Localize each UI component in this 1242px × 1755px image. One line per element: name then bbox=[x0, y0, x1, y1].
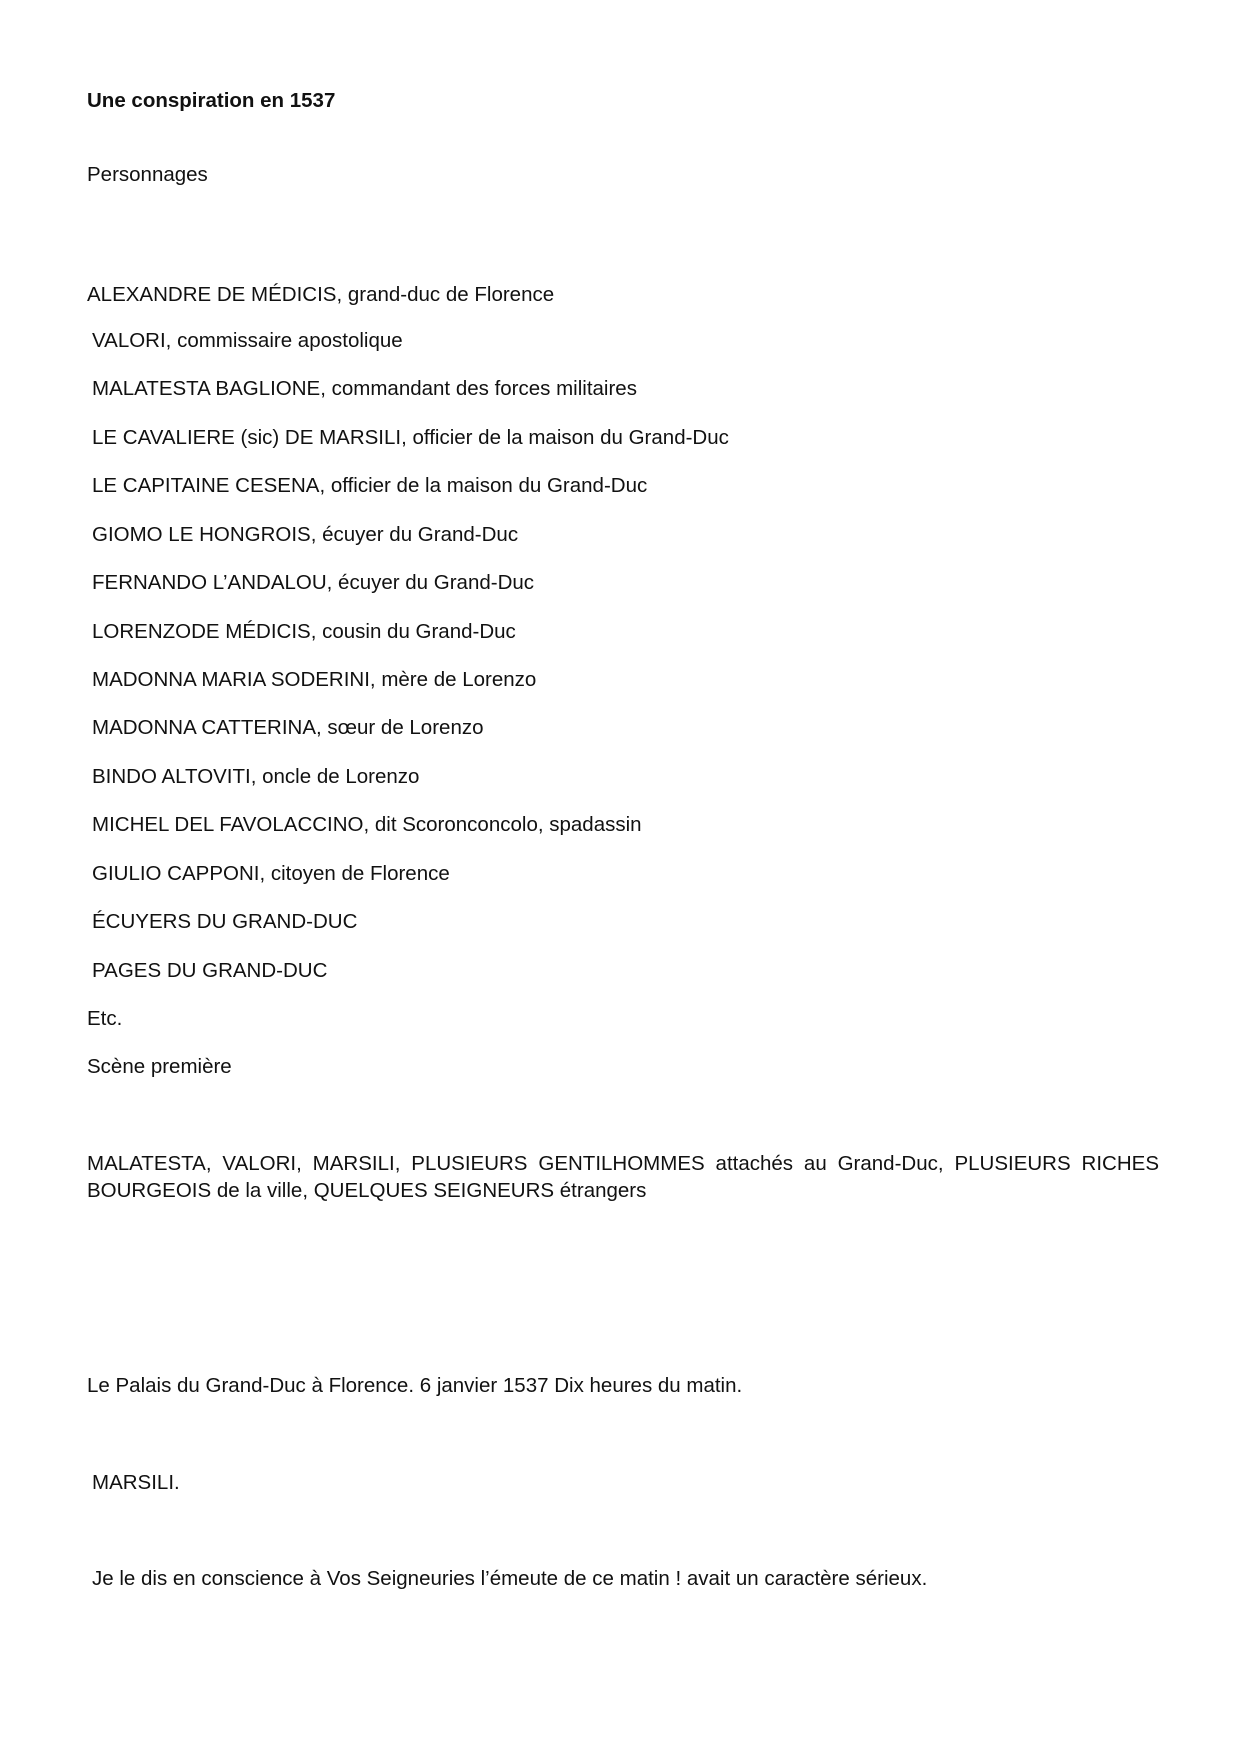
character-item: LORENZODE MÉDICIS, cousin du Grand-Duc bbox=[92, 620, 516, 643]
character-item: FERNANDO L’ANDALOU, écuyer du Grand-Duc bbox=[92, 571, 535, 594]
character-item: LE CAPITAINE CESENA, officier de la maison du Grand-Duc bbox=[92, 474, 648, 497]
character-item: MADONNA CATTERINA, sœur de Lorenzo bbox=[92, 716, 484, 739]
character-item: ÉCUYERS DU GRAND-DUC bbox=[92, 910, 358, 933]
characters-heading: Personnages bbox=[87, 163, 208, 186]
character-item: VALORI, commissaire apostolique bbox=[92, 329, 403, 352]
character-item: GIULIO CAPPONI, citoyen de Florence bbox=[92, 862, 450, 885]
character-item: GIOMO LE HONGROIS, écuyer du Grand-Duc bbox=[92, 523, 519, 546]
scene-cast: MALATESTA, VALORI, MARSILI, PLUSIEURS GENTILHOMMES attachés au Grand-Duc, PLUSIEURS RICHES BOURGEOIS de la ville, QUELQUES SEIGNEURS étrangers bbox=[87, 1152, 1159, 1202]
scene-heading: Scène première bbox=[87, 1055, 232, 1078]
speaker-name: MARSILI. bbox=[92, 1471, 180, 1494]
etc-text: Etc. bbox=[87, 1007, 123, 1030]
character-item: MADONNA MARIA SODERINI, mère de Lorenzo bbox=[92, 668, 537, 691]
scene-setting: Le Palais du Grand-Duc à Florence. 6 janvier 1537 Dix heures du matin. bbox=[87, 1374, 743, 1397]
document-title: Une conspiration en 1537 bbox=[87, 89, 336, 112]
character-item: ALEXANDRE DE MÉDICIS, grand-duc de Florence bbox=[87, 283, 555, 306]
character-item: MALATESTA BAGLIONE, commandant des forces militaires bbox=[92, 377, 637, 400]
character-item: LE CAVALIERE (sic) DE MARSILI, officier de la maison du Grand-Duc bbox=[92, 426, 729, 449]
character-item: PAGES DU GRAND-DUC bbox=[92, 959, 328, 982]
speech-text: Je le dis en conscience à Vos Seigneuries l’émeute de ce matin ! avait un caractère sérieux. bbox=[92, 1567, 928, 1590]
character-item: BINDO ALTOVITI, oncle de Lorenzo bbox=[92, 765, 420, 788]
character-item: MICHEL DEL FAVOLACCINO, dit Scoronconcolo, spadassin bbox=[92, 813, 642, 836]
